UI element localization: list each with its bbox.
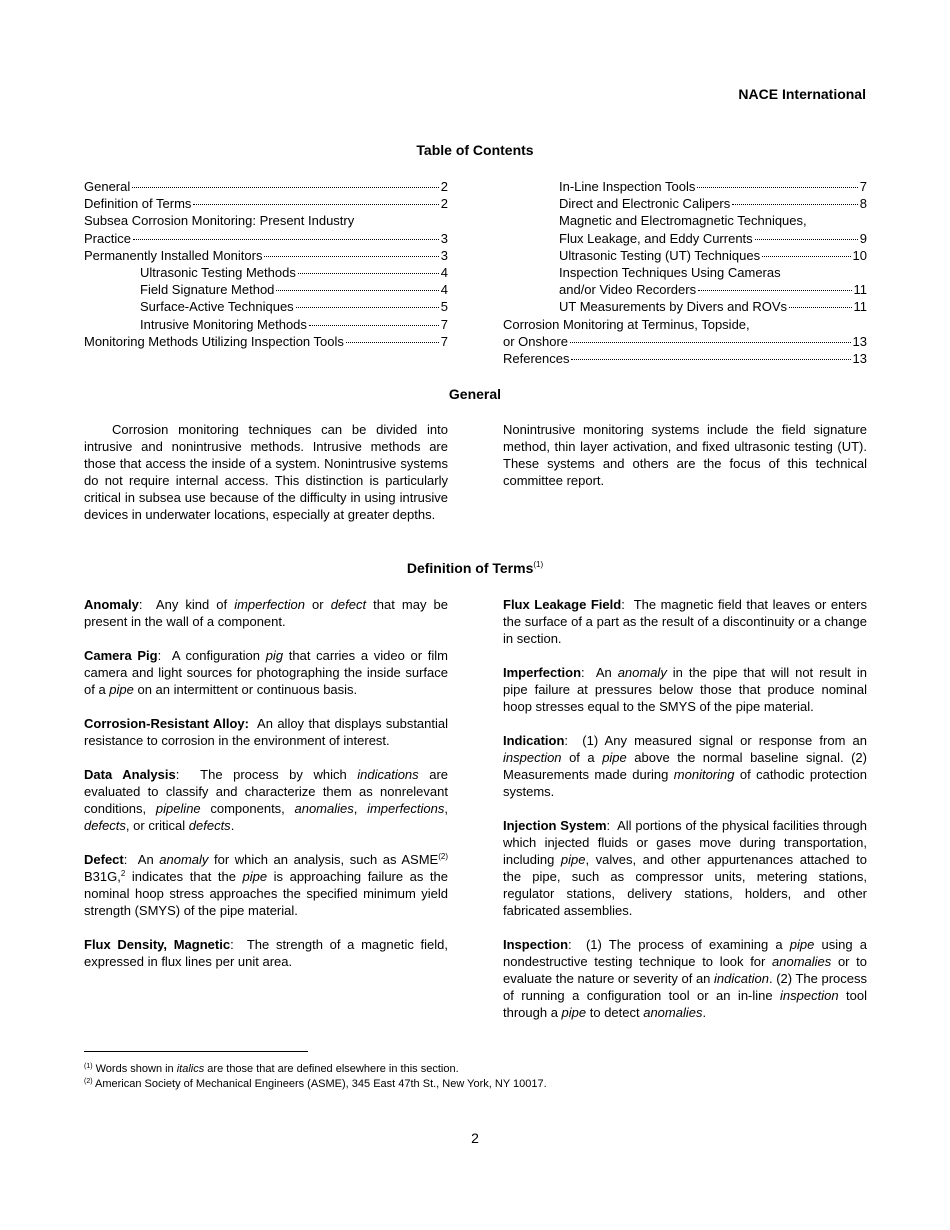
toc-entry [503, 298, 867, 315]
footnote [84, 1077, 547, 1092]
toc-entry-title: Permanently Installed Monitors [84, 247, 263, 263]
toc-leader-dots [132, 187, 439, 188]
general-paragraph-right: Nonintrusive monitoring systems include the field signature method, thin layer activation, and fixed ultrasonic testing (UT). These systems and others are the focus of this technical committee report. [503, 422, 867, 488]
toc-entry [84, 281, 448, 298]
toc-entry-title: Subsea Corrosion Monitoring: Present Industry [84, 213, 355, 229]
definitions-title [0, 560, 950, 577]
toc-leader-dots [133, 239, 439, 240]
toc-entry [503, 333, 867, 350]
toc-entry-title: Field Signature Method [140, 282, 275, 298]
toc-entry-page: 10 [852, 247, 867, 263]
definition-entry [84, 596, 448, 630]
definition-entry [84, 715, 448, 749]
definition-term: Data Analysis [84, 767, 176, 782]
toc-entry-page: 7 [440, 316, 448, 332]
toc-entry-title: Direct and Electronic Calipers [559, 196, 731, 212]
toc-leader-dots [264, 256, 438, 257]
toc-leader-dots [789, 307, 851, 308]
definition-body: : An anomaly for which an analysis, such as ASME$^{(2)}$ B31G,$^2$ indicates that the pipe is approaching failure as the nominal hoop stress approaches the specified minimum yield strength (SMYS) of the pipe material. [84, 852, 448, 918]
toc-entry-page: 3 [440, 230, 448, 246]
toc-entry-title: Practice [84, 230, 131, 246]
toc-leader-dots [571, 359, 850, 360]
definition-entry [84, 647, 448, 698]
toc-entry [503, 212, 867, 229]
definition-entry [503, 936, 867, 1021]
footnote-mark: (1) [84, 1063, 93, 1070]
toc-leader-dots [755, 239, 858, 240]
toc-entry [503, 264, 867, 281]
toc-leader-dots [309, 325, 439, 326]
toc-leader-dots [762, 256, 850, 257]
definitions-title-note: (1) [533, 560, 544, 569]
toc-entry-page: 11 [853, 299, 867, 315]
toc-entry-title: Intrusive Monitoring Methods [140, 316, 307, 332]
toc-entry [503, 281, 867, 298]
general-paragraph-left: Corrosion monitoring techniques can be divided into intrusive and nonintrusive methods. Intrusive methods are those that access the inside of a system. Nonintrusive systems do not require internal access. This distinction is particularly critical in subsea use because of the difficulty in using intrusive devices in underwater locations, especially at greater depths. [84, 422, 448, 522]
definition-term: Flux Density, Magnetic [84, 937, 231, 952]
toc-leader-dots [276, 290, 438, 291]
toc-leader-dots [570, 342, 850, 343]
toc-entry [84, 316, 448, 333]
toc-entry-title: Corrosion Monitoring at Terminus, Topside, [503, 316, 750, 332]
definition-term: Camera Pig [84, 648, 158, 663]
footnote-text: American Society of Mechanical Engineers (ASME), 345 East 47th St., New York, NY 10017. [95, 1078, 547, 1090]
definition-body: An alloy that displays substantial resistance to corrosion in the environment of interest. [84, 716, 449, 748]
toc-entry-title: General [84, 179, 131, 194]
toc-entry-title: Flux Leakage, and Eddy Currents [559, 230, 753, 246]
toc-entry-title: and/or Video Recorders [559, 282, 697, 298]
toc-entry-page: 5 [440, 299, 448, 315]
definition-body: : All portions of the physical facilities through which injected fluids or gases move during transportation, including pipe, valves, and other appurtenances attached to the pipe, such as compressor units, metering stations, regulator stations, delivery stations, holders, and other fabricated assemblies. [503, 818, 867, 918]
definition-body: : (1) Any measured signal or response from an inspection of a pipe above the normal baseline signal. (2) Measurements made during monitoring of cathodic protection systems. [503, 733, 867, 799]
definition-term: Anomaly [84, 597, 139, 612]
definition-entry [84, 936, 448, 970]
toc-entry-page: 8 [859, 196, 867, 212]
definition-term: Indication [503, 733, 565, 748]
definition-term: Inspection [503, 937, 569, 952]
toc-entry [503, 350, 867, 367]
definition-body: : The strength of a magnetic field, expressed in flux lines per unit area. [84, 937, 448, 969]
toc-entry-title: UT Measurements by Divers and ROVs [559, 299, 788, 315]
footnote [84, 1062, 547, 1077]
toc-entry [503, 178, 867, 195]
toc-entry-page: 13 [852, 333, 867, 349]
toc-entry [84, 298, 448, 315]
definition-term: Corrosion-Resistant Alloy: [84, 716, 249, 731]
toc-entry [84, 333, 448, 350]
footnote-text: Words shown in italics are those that are defined elsewhere in this section. [95, 1063, 459, 1075]
toc-entry-page: 7 [440, 333, 448, 349]
toc-entry-page: 9 [859, 230, 867, 246]
toc-entry-page: 2 [440, 196, 448, 212]
definition-body: : An anomaly in the pipe that will not result in pipe failure at pressures below those that produce nominal hoop stresses equal to the SMYS of the pipe material. [503, 665, 867, 714]
footnote-rule [84, 1051, 308, 1052]
toc-entry-title: Ultrasonic Testing Methods [140, 264, 296, 280]
toc-entry-page: 4 [440, 264, 448, 280]
definition-entry [503, 664, 867, 715]
definition-entry [84, 851, 448, 919]
definition-body: : (1) The process of examining a pipe using a nondestructive testing technique to look for anomalies or to evaluate the nature or severity of an indication. (2) The process of running a configuration tool or an in-line inspection tool through a pipe to detect anomalies. [503, 937, 868, 1020]
definition-entry [503, 732, 867, 800]
header-organization: NACE International [738, 86, 866, 102]
definitions-right-column [503, 596, 867, 1038]
toc-leader-dots [193, 204, 438, 205]
toc-entry [84, 212, 448, 229]
toc-entry-page: 11 [853, 282, 867, 298]
definition-term: Flux Leakage Field [503, 597, 622, 612]
toc-leader-dots [732, 204, 858, 205]
toc-entry [84, 230, 448, 247]
definition-term: Injection System [503, 818, 607, 833]
toc-left-column [84, 178, 448, 350]
toc-entry-title: Ultrasonic Testing (UT) Techniques [559, 247, 761, 263]
toc-entry-title: Inspection Techniques Using Cameras [559, 264, 781, 280]
definitions-title-text: Definition of Terms [406, 560, 534, 576]
toc-leader-dots [346, 342, 439, 343]
page-number: 2 [471, 1130, 479, 1146]
toc-entry-title: Definition of Terms [84, 196, 192, 212]
definition-body: : Any kind of imperfection or defect that may be present in the wall of a component. [84, 597, 448, 629]
toc-entry [503, 247, 867, 264]
definition-body: : A configuration pig that carries a video or film camera and light sources for photographing the inside surface of a pipe on an intermittent or continuous basis. [84, 648, 449, 697]
toc-entry [503, 195, 867, 212]
definition-body: : The magnetic field that leaves or enters the surface of a part as the result of a discontinuity or a change in section. [503, 597, 867, 646]
toc-leader-dots [698, 290, 851, 291]
toc-entry-title: Monitoring Methods Utilizing Inspection Tools [84, 333, 344, 349]
toc-entry [503, 230, 867, 247]
definitions-left-column [84, 596, 448, 987]
toc-entry [503, 316, 867, 333]
definition-entry [84, 766, 448, 834]
toc-entry [84, 264, 448, 281]
toc-title: Table of Contents [416, 142, 534, 158]
toc-entry-page: 13 [852, 350, 867, 366]
toc-leader-dots [296, 307, 439, 308]
toc-right-column [503, 178, 867, 367]
toc-entry [84, 247, 448, 264]
definition-term: Imperfection [503, 665, 582, 680]
definition-entry [503, 817, 867, 919]
definition-entry [503, 596, 867, 647]
toc-entry-page: 2 [440, 179, 448, 194]
toc-entry-title: or Onshore [503, 333, 569, 349]
toc-entry [84, 195, 448, 212]
general-title: General [448, 386, 502, 402]
definition-term: Defect [84, 852, 124, 867]
toc-entry-page: 7 [859, 179, 867, 194]
toc-leader-dots [697, 187, 857, 188]
toc-leader-dots [298, 273, 439, 274]
toc-entry [84, 178, 448, 195]
definition-body: : The process by which indications are evaluated to classify and characterize them as nonrelevant conditions, pipeline components, anomalies, imperfections, defects, or critical defects. [84, 767, 449, 833]
toc-entry-title: References [503, 350, 570, 366]
toc-entry-page: 4 [440, 282, 448, 298]
toc-entry-title: Magnetic and Electromagnetic Techniques, [559, 213, 807, 229]
toc-entry-title: In-Line Inspection Tools [559, 179, 696, 194]
footnote-mark: (2) [84, 1078, 93, 1085]
toc-entry-title: Surface-Active Techniques [140, 299, 294, 315]
footnotes [84, 1062, 547, 1092]
toc-entry-page: 3 [440, 247, 448, 263]
